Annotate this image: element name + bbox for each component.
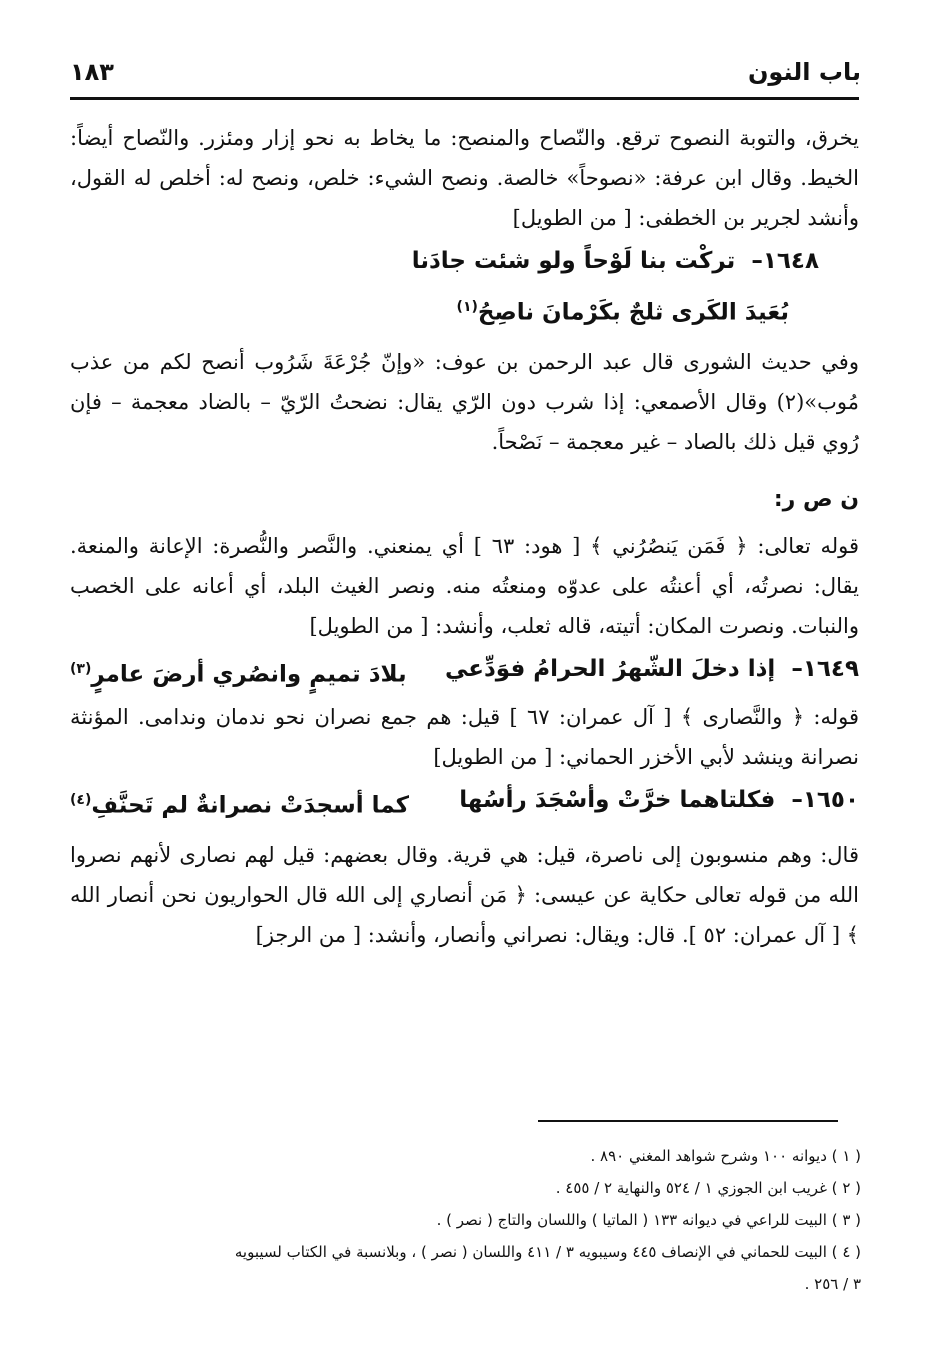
verse-text: إذا دخلَ الشّهرُ الحرامُ فوَدِّعي xyxy=(444,655,776,682)
footnote-2: ( ٢ ) غريب ابن الجوزي ١ / ٥٢٤ والنهاية ٢ / ٤٥٥ . xyxy=(555,1179,861,1197)
footnote-ref: (٣) xyxy=(70,660,92,677)
verse-1649 xyxy=(70,646,859,698)
header-rule xyxy=(70,97,859,100)
footnote-4-cont: ٣ / ٢٥٦ . xyxy=(804,1275,861,1293)
paragraph-2: وفي حديث الشورى قال عبد الرحمن بن عوف: «وإنّ جُرْعَةَ شَرُوب أنصح لكم من عذب مُوب»(٢) وقال الأصمعي: إذا شرب دون الرّي يقال: نضحتُ الرّيّ – بالضاد معجمة – فإن رُوي قيل ذلك بالصاد – غير معجمة – نَصْحاً. xyxy=(70,349,859,454)
main-text xyxy=(70,118,859,955)
verse-text: فكلتاهما خرَّتْ وأسْجَدَ رأسُها xyxy=(459,787,776,814)
footnotes xyxy=(70,1140,861,1300)
page-number: ١٨٣ xyxy=(70,58,114,86)
verse-text: بلادَ تميمٍ وانصُري أرضَ عامرٍ xyxy=(91,661,407,688)
paragraph-5: قال: وهم منسوبون إلى ناصرة، قيل: هي قرية. وقال بعضهم: قيل لهم نصارى لأنهم نصروا الله من قوله تعالى حكاية عن عيسى: ﴿ مَن أنصاري إلى الله قال الحواريون نحن أنصار الله ﴾ [ آل عمران: ٥٢ ]. قال: ويقال: نصراني وأنصار، وأنشد: [ من الرجز] xyxy=(70,842,859,947)
paragraph-4: قوله: ﴿ والنَّصارى ﴾ [ آل عمران: ٦٧ ] قيل: هم جمع نصران نحو ندمان وندامى. المؤنثة نصرانة وينشد لأبي الأخزر الحماني: [ من الطويل] xyxy=(70,705,859,770)
verse-number: ١٦٥٠– xyxy=(791,787,859,814)
paragraph-1: يخرق، والتوبة النصوح ترقع. والنّصاح والمنصح: ما يخاط به نحو إزار ومئزر. والنّصاح أيضاً: الخيط. وقال ابن عرفة: «نصوحاً» خالصة. ونصح الشيء: خلص، ونصح له: أخلص له القول، وأنشد لجرير بن الخطفى: [ من الطويل] xyxy=(70,126,859,230)
page-header xyxy=(70,52,861,92)
footnote-ref: (٤) xyxy=(70,792,92,809)
verse-1648-line2 xyxy=(70,284,859,336)
footnote-1: ( ١ ) ديوانه ١٠٠ وشرح شواهد المغني ٨٩٠ . xyxy=(590,1147,861,1165)
verse-first-half xyxy=(445,646,859,698)
verse-text: تركْت بنا لَوْحاً ولو شئت جادَنا xyxy=(411,248,736,274)
verse-1650 xyxy=(70,777,859,829)
verse-second-half xyxy=(70,646,407,698)
paragraph-3: قوله تعالى: ﴿ فَمَن يَنصُرُني ﴾ [ هود: ٦٣ ] أي يمنعني. والنَّصر والنُّصرة: الإعانة والمنعة. يقال: نصرتُه، أي أعنتُه على عدوّه ومنعتُه منه. ونصر الغيث البلد، أي أعانه على الخصب والنبات. ونصرت المكان: أتيته، قاله ثعلب، وأنشد: [ من الطويل] xyxy=(70,533,859,638)
running-title: باب النون xyxy=(747,58,861,86)
footnote-rule xyxy=(538,1120,838,1122)
section-heading: ن ص ر: xyxy=(773,486,859,512)
footnote-3: ( ٣ ) البيت للراعي في ديوانه ١٣٣ ( الماتيا ) واللسان والتاج ( نصر ) . xyxy=(436,1211,861,1229)
verse-text: كما أسجدَتْ نصرانةٌ لم تَحنَّفِ xyxy=(91,792,410,819)
footnote-4: ( ٤ ) البيت للحماني في الإنصاف ٤٤٥ وسيبويه ٣ / ٤١١ واللسان ( نصر ) ، وبلانسبة في الكتاب لسيبويه xyxy=(234,1243,861,1261)
verse-second-half xyxy=(70,777,409,829)
verse-first-half xyxy=(459,777,859,829)
verse-text: بُعَيدَ الكَرى ثلجٌ بكَرْمانَ ناصِحُ xyxy=(477,299,789,326)
verse-number: ١٦٤٩– xyxy=(791,655,859,682)
verse-number: ١٦٤٨– xyxy=(751,248,819,274)
verse-1648-line1 xyxy=(70,238,859,284)
footnote-ref: (١) xyxy=(456,299,478,315)
